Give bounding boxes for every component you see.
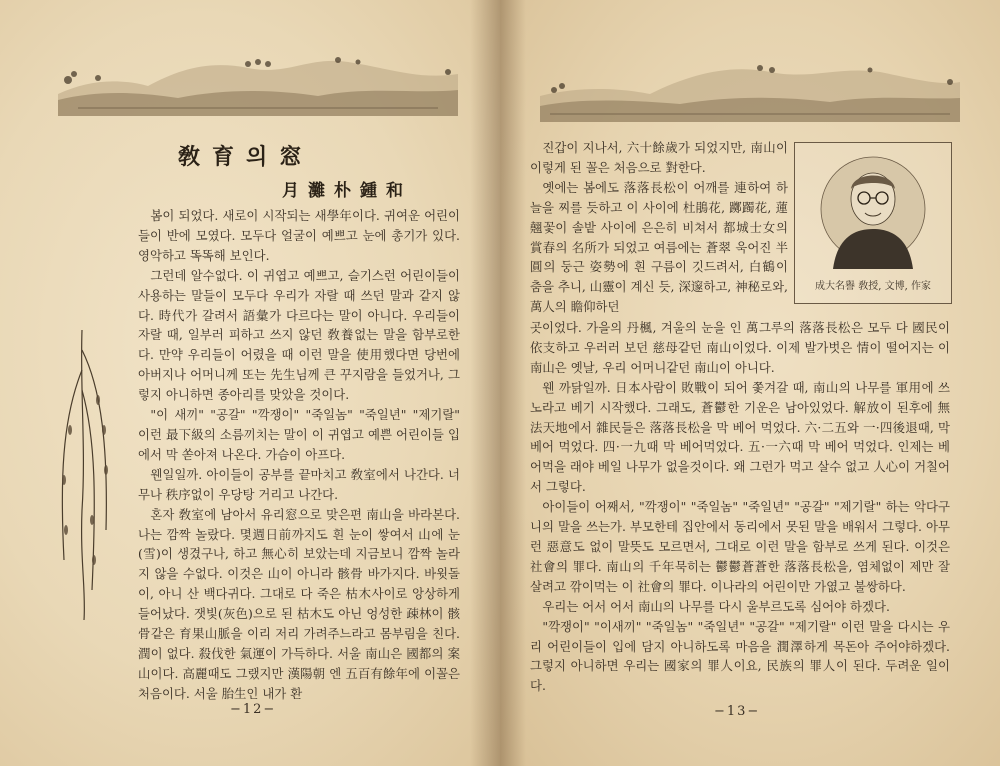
- paragraph: 그런데 알수없다. 이 귀엽고 예쁘고, 슬기스런 어린이들이 사용하는 말들이 모두다 우리가 자랄 때 쓰던 말과 같지 않다. 時代가 갈려서 語彙가 다르다는 말이 아니다. 우리들이 자랄 때, 일부러 피하고 쓰지 않던 敎養없는 말을 함부로한다. 만약 우리들이 어렸을 때 이런 말을 使用했다면 당번에 아버지나 어머니께 또는 先生님께 큰 꾸지람을 들었거나, 그렇지 아니하면 종아리를 맞았을 것이다.: [138, 267, 460, 403]
- landscape-banner-illustration: [540, 56, 960, 122]
- right-body-text: [530, 318, 950, 696]
- gutter-shadow: [500, 0, 526, 766]
- author-portrait-photo: [819, 151, 927, 269]
- page-number-left: −12−: [230, 702, 277, 717]
- paragraph: 아이들이 어째서, "깍쟁이" "죽일놈" "죽일년" "공갈" "제기랄" 하는 악다구니의 말을 쓰는가. 부모한테 집안에서 동리에서 못된 말을 배워서 그렇다. 아무런 惡意도 없이 말뜻도 모르면서, 그대로 이런 말을 함부로 쓰게 된다. 이것은 社會의 罪다. 南山의 千年묵히는 鬱鬱蒼蒼한 落落長松을, 염체없이 제만 잘 살려고 깎이먹는 이 社會의 罪다. 이나라의 어린이만 가엾고 불쌍하다.: [530, 499, 950, 594]
- willow-tree-illustration: [52, 330, 132, 620]
- photo-caption: 成大名譽 敎授, 文博, 作家: [815, 281, 931, 292]
- landscape-banner-illustration: [58, 50, 458, 116]
- paragraph: 웬일일까. 아이들이 공부를 끝마치고 敎室에서 나간다. 너무나 秩序없이 우당탕 거리고 나간다.: [138, 466, 460, 502]
- paragraph: 혼자 敎室에 남아서 유리窓으로 맞은편 南山을 바라본다. 나는 깜짝 놀랐다. 몇週日前까지도 흰 눈이 쌓여서 山에 눈(雪)이 생겼구나, 하고 無心히 보았는데 지금보니 깜짝 놀라지 않을 수없다. 이것은 山이 아니라 骸骨 바가지다. 바윗돌이, 아니 산 백다귀다. 그대로 다 죽은 枯木사이로 앙상하게 들어났다. 잿빛(灰色)으로 된 枯木도 아닌 엉성한 疎林이 骸骨같은 育果山脈을 이리 저리 가려주느라고 몸부림을 친다. 潤이 없다. 殺伐한 氣運이 가득하다. 서울 南山은 國都의 案山이다. 高麗때도 그랬지만 漢陽朝 엔 五百有餘年에 이꼴은 처음이다. 서울 胎生인 내가 환: [138, 506, 460, 701]
- paragraph: "이 새끼" "공갈" "깍쟁이" "죽일놈" "죽일년" "제기랄" 이런 最下級의 소름끼치는 말이 이 귀엽고 예쁜 어린이들 입에서 막 쏟아져 나온다. 가슴이 아프다.: [138, 407, 460, 462]
- paragraph: "깍쟁이" "이새끼" "죽일놈" "죽일년" "공갈" "제기랄" 이런 말을 다시는 우리 어린이들이 입에 담지 아니하도록 마음을 潤澤하게 목돈아 주어야하겠다. 그렇지 아니하면 우리는 國家의 罪人이요, 民族의 罪人이 된다. 두려운 일이다.: [530, 618, 950, 694]
- right-page: [500, 0, 1000, 766]
- article-author: 月灘朴鍾和: [282, 181, 412, 201]
- page-number-right: −13−: [714, 704, 761, 719]
- paragraph: 웬 까닭일까. 日本사람이 敗戰이 되어 쫓겨갈 때, 南山의 나무를 軍用에 쓰노라고 베기 시작했다. 그래도, 蒼鬱한 기운은 남아있었다. 解放이 된후에 無法天地에서 雜民들은 落落長松을 막 베어 먹었다. 六·二五와 一·四後退때, 막 베어 먹었다. 四·一九때 막 베어먹었다. 五·一六때 막 베어 먹었다. 인제는 베어먹을 래야 베일 나무가 없을것이다. 왜 그런가 먹고 살수 없고 人心이 거칠어서 그렇다.: [530, 379, 950, 495]
- paragraph: 옛에는 봄에도 落落長松이 어깨를 連하여 하늘을 찌를 듯하고 이 사이에 杜鵑花, 躑躅花, 蓮翹꽃이 솔밭 사이에 은은히 비쳐서 都城士女의 賞春의 名所가 되었고 여름에는 蒼翠 욱어진 半圓의 둥근 姿勢에 흰 구름이 깃드려서, 白鶴이 춤을 추니, 山靈이 계신 듯, 深邃하고, 神秘로와, 萬人의 瞻仰하던: [530, 179, 788, 315]
- article-title: 敎育의窓: [178, 144, 314, 170]
- paragraph: 우리는 어서 어서 南山의 나무를 다시 울부르도록 심어야 하겠다.: [542, 598, 890, 614]
- paragraph: 봄이 되었다. 새로이 시작되는 새學年이다. 귀여운 어린이들이 반에 모였다. 모두다 얼굴이 예쁘고 눈에 총기가 있다. 영악하고 똑똑해 보인다.: [138, 208, 460, 263]
- author-photo-frame: [794, 142, 952, 304]
- right-body-text-top: [530, 138, 788, 317]
- paragraph: 진갑이 지나서, 六十餘歲가 되었지만, 南山이 이렇게 된 꼴은 처음으로 對한다.: [530, 140, 788, 175]
- left-body-text: [138, 206, 460, 704]
- gutter-shadow: [470, 0, 500, 766]
- paragraph: 곳이었다. 가을의 丹楓, 겨울의 눈을 인 萬그루의 落落長松은 모두 다 國民이 依支하고 우러러 보던 慈母같던 南山이었다. 이제 발가벗은 情이 떨어지는 이 南山은 옛날, 우리 어머니같던 南山이 아니다.: [530, 320, 950, 375]
